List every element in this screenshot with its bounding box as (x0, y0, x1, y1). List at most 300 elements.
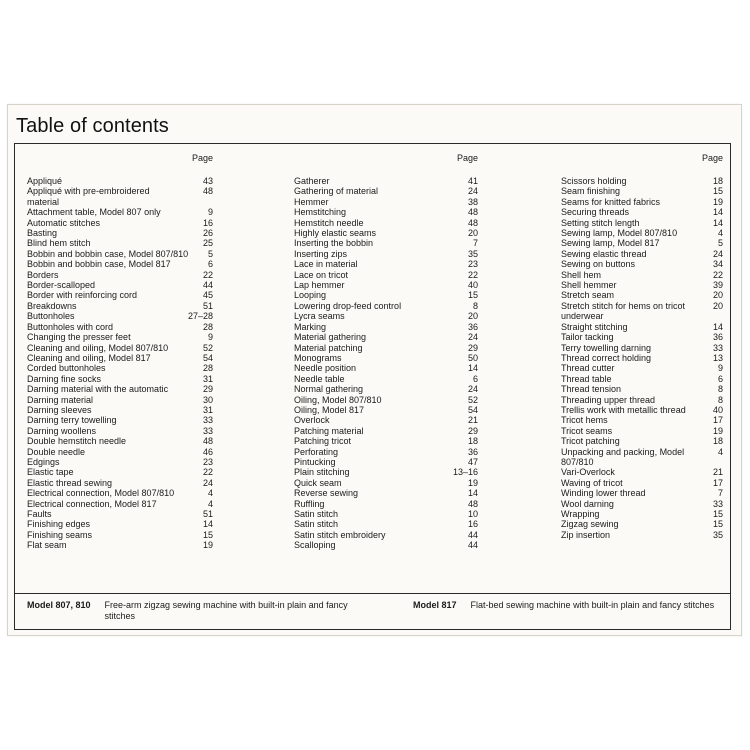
entry-page-number: 22 (712, 269, 723, 280)
contents-entry (27, 447, 213, 457)
entry-page-number: 22 (467, 269, 478, 280)
contents-entry (561, 499, 723, 509)
entry-page-number: 9 (717, 363, 723, 374)
contents-entry (27, 499, 213, 509)
contents-entry (27, 218, 213, 228)
entry-topic: Monograms (294, 352, 342, 363)
entry-page-number: 20 (467, 311, 478, 322)
contents-entry (294, 395, 478, 405)
contents-entry (561, 447, 723, 468)
contents-entry (27, 395, 213, 405)
entry-page-number: 24 (202, 477, 213, 488)
contents-entry (27, 207, 213, 217)
entry-topic: Elastic thread sewing (27, 477, 113, 488)
contents-entry (27, 363, 213, 373)
entry-page-number: 18 (712, 176, 723, 186)
contents-entry (561, 343, 723, 353)
contents-entry (561, 228, 723, 238)
entry-page-number: 9 (207, 332, 213, 343)
entry-page-number: 18 (467, 436, 478, 447)
page-column-header: Page (456, 153, 478, 163)
contents-entry (294, 415, 478, 425)
entry-page-number: 38 (467, 196, 478, 207)
entry-topic: Sewing on buttons (561, 259, 636, 270)
entry-page-number: 24 (467, 384, 478, 395)
entry-page-number: 48 (202, 436, 213, 447)
entry-topic: Vari-Overlock (561, 467, 615, 478)
entry-page-number: 44 (202, 280, 213, 291)
contents-entry (561, 270, 723, 280)
contents-entry (294, 499, 478, 509)
contents-entry (561, 238, 723, 248)
contents-entry (27, 519, 213, 529)
contents-entry (27, 332, 213, 342)
contents-entry (27, 343, 213, 353)
entry-topic: Thread cutter (561, 363, 615, 374)
contents-entry (27, 311, 213, 321)
entry-topic: Seams for knitted fabrics (561, 196, 661, 207)
contents-entry (294, 249, 478, 259)
contents-entry (561, 280, 723, 290)
entry-page-number: 4 (207, 498, 213, 509)
entry-topic: Tricot hems (561, 415, 608, 426)
entry-topic: Darning fine socks (27, 373, 102, 384)
entry-topic: Waving of tricot (561, 477, 623, 488)
entry-page-number: 6 (207, 259, 213, 270)
contents-entry (27, 270, 213, 280)
entry-page-number: 40 (712, 404, 723, 415)
entry-page-number: 52 (202, 342, 213, 353)
entry-page-number: 22 (202, 269, 213, 280)
entry-topic: Flat seam (27, 540, 67, 551)
entry-page-number: 14 (202, 519, 213, 530)
entry-page-number: 6 (472, 373, 478, 384)
entry-topic: Tailor tacking (561, 332, 614, 343)
entry-topic: Zigzag sewing (561, 519, 619, 530)
contents-entry (294, 207, 478, 217)
entry-topic: Ruffling (294, 498, 325, 509)
entry-page-number: 14 (467, 488, 478, 499)
entry-page-number: 33 (202, 415, 213, 426)
entry-page-number: 14 (712, 207, 723, 218)
entry-page-number: 39 (712, 280, 723, 291)
entry-page-number: 5 (717, 238, 723, 249)
entry-topic: Inserting zips (294, 248, 348, 259)
contents-entry (27, 540, 213, 550)
entry-topic: Buttonholes with cord (27, 321, 114, 332)
contents-entry (561, 259, 723, 269)
entry-page-number: 24 (712, 248, 723, 259)
contents-entry (27, 478, 213, 488)
entry-topic: Scissors holding (561, 176, 627, 186)
contents-column-3 (561, 152, 723, 540)
entry-topic: Unpacking and packing, Model 807/810 (561, 446, 685, 467)
entry-topic: Hemstitching (294, 207, 347, 218)
entry-topic: Satin stitch (294, 509, 339, 519)
contents-entry (27, 186, 213, 207)
entry-page-number: 54 (467, 404, 478, 415)
entry-page-number: 17 (712, 415, 723, 426)
entry-topic: Wool darning (561, 498, 614, 509)
entry-page-number: 33 (712, 342, 723, 353)
contents-entry (27, 405, 213, 415)
contents-entry (294, 519, 478, 529)
contents-entry (561, 374, 723, 384)
entry-topic: Pintucking (294, 456, 336, 467)
entry-page-number: 19 (712, 425, 723, 436)
entry-topic: Lap hemmer (294, 280, 345, 291)
entry-page-number: 36 (712, 332, 723, 343)
entry-page-number: 19 (467, 477, 478, 488)
contents-entry (294, 540, 478, 550)
entry-topic: Faults (27, 509, 52, 519)
contents-entry (294, 447, 478, 457)
entry-topic: Hemmer (294, 196, 329, 207)
contents-entry (27, 259, 213, 269)
contents-entry (294, 197, 478, 207)
entry-topic: Oiling, Model 817 (294, 404, 365, 415)
contents-entry (27, 530, 213, 540)
entry-page-number: 8 (717, 384, 723, 395)
entry-topic: Satin stitch embroidery (294, 529, 386, 540)
entry-topic: Needle position (294, 363, 357, 374)
entry-topic: Straight stitching (561, 321, 628, 332)
entry-page-number: 13–16 (452, 467, 478, 478)
entry-topic: Darning material with the automatic (27, 384, 169, 395)
page-column-header: Page (701, 153, 723, 163)
entry-page-number: 31 (202, 404, 213, 415)
entry-topic: Shell hem (561, 269, 602, 280)
entry-page-number: 54 (202, 352, 213, 363)
entry-topic: Plain stitching (294, 467, 350, 478)
contents-entry (294, 218, 478, 228)
entry-page-number: 8 (472, 300, 478, 311)
contents-entry (27, 176, 213, 186)
entry-topic: Appliqué with pre-embroidered material (27, 186, 150, 207)
contents-entry (561, 395, 723, 405)
entry-page-number: 15 (467, 290, 478, 301)
entry-topic: Zip insertion (561, 529, 611, 540)
entry-page-number: 48 (202, 186, 213, 197)
contents-entry (27, 353, 213, 363)
entry-page-number: 24 (467, 186, 478, 197)
entry-page-number: 4 (207, 488, 213, 499)
entry-topic: Gathering of material (294, 186, 379, 197)
entry-topic: Darning terry towelling (27, 415, 117, 426)
contents-entry (561, 405, 723, 415)
entry-topic: Edgings (27, 456, 60, 467)
entry-topic: Darning woollens (27, 425, 97, 436)
contents-entry (561, 207, 723, 217)
contents-entry (561, 197, 723, 207)
entry-topic: Trellis work with metallic thread (561, 404, 686, 415)
entry-topic: Seam finishing (561, 186, 621, 197)
entry-page-number: 8 (717, 394, 723, 405)
contents-entry (294, 270, 478, 280)
entry-topic: Sewing lamp, Model 817 (561, 238, 660, 249)
entry-topic: Bobbin and bobbin case, Model 807/810 (27, 248, 189, 259)
model-name: Model 817 (413, 600, 457, 610)
entry-page-number: 52 (467, 394, 478, 405)
entry-topic: Shell hemmer (561, 280, 617, 291)
entry-page-number: 15 (712, 519, 723, 530)
entry-topic: Sewing elastic thread (561, 248, 647, 259)
contents-entry (294, 530, 478, 540)
model-description: Flat-bed sewing machine with built-in plain and fancy stitches (470, 600, 715, 610)
contents-entry (561, 322, 723, 332)
model-name: Model 807, 810 (27, 600, 91, 610)
entry-page-number: 29 (202, 384, 213, 395)
contents-entry (294, 238, 478, 248)
contents-entry (561, 176, 723, 186)
entry-page-number: 16 (467, 519, 478, 530)
contents-entry (294, 374, 478, 384)
contents-entry (27, 228, 213, 238)
entry-page-number: 50 (467, 352, 478, 363)
entry-page-number: 4 (717, 228, 723, 239)
entry-topic: Elastic tape (27, 467, 74, 478)
entry-page-number: 35 (467, 248, 478, 259)
contents-entry (27, 322, 213, 332)
entry-topic: Automatic stitches (27, 217, 101, 228)
contents-entry (561, 467, 723, 477)
entry-page-number: 43 (202, 176, 213, 186)
entry-topic: Scalloping (294, 540, 336, 551)
entry-topic: Setting stitch length (561, 217, 640, 228)
entry-page-number: 48 (467, 217, 478, 228)
entry-page-number: 44 (467, 540, 478, 551)
contents-entry (294, 478, 478, 488)
contents-entry (561, 530, 723, 540)
entry-page-number: 20 (712, 300, 723, 311)
entry-page-number: 51 (202, 300, 213, 311)
entry-page-number: 9 (207, 207, 213, 218)
entry-topic: Stretch seam (561, 290, 615, 301)
contents-entry (561, 384, 723, 394)
contents-entry (294, 176, 478, 186)
entry-topic: Breakdowns (27, 300, 77, 311)
contents-entry (294, 384, 478, 394)
contents-entry (561, 426, 723, 436)
entry-page-number: 44 (467, 529, 478, 540)
entry-page-number: 20 (712, 290, 723, 301)
entry-topic: Blind hem stitch (27, 238, 91, 249)
entry-page-number: 15 (202, 529, 213, 540)
entry-topic: Wrapping (561, 509, 600, 519)
contents-entry (561, 353, 723, 363)
entry-topic: Basting (27, 228, 58, 239)
entry-page-number: 26 (202, 228, 213, 239)
contents-entry (294, 311, 478, 321)
entry-page-number: 4 (717, 446, 723, 457)
entry-topic: Inserting the bobbin (294, 238, 374, 249)
entry-topic: Darning material (27, 394, 94, 405)
entry-page-number: 14 (467, 363, 478, 374)
entry-page-number: 48 (467, 498, 478, 509)
entry-page-number: 45 (202, 290, 213, 301)
entry-topic: Hemstitch needle (294, 217, 364, 228)
model-description: Free-arm zigzag sewing machine with built-in plain and fancy stitches (104, 600, 348, 621)
entry-page-number: 14 (712, 321, 723, 332)
contents-entry (561, 218, 723, 228)
entry-page-number: 29 (467, 342, 478, 353)
contents-entry (561, 436, 723, 446)
contents-entry (561, 290, 723, 300)
entry-page-number: 46 (202, 446, 213, 457)
contents-entry (27, 280, 213, 290)
contents-entry (294, 457, 478, 467)
entry-topic: Terry towelling darning (561, 342, 652, 353)
contents-entry (561, 363, 723, 373)
entry-page-number: 41 (467, 176, 478, 186)
entry-page-number: 36 (467, 446, 478, 457)
contents-box (14, 143, 731, 630)
entry-topic: Thread correct holding (561, 352, 652, 363)
entry-topic: Securing threads (561, 207, 630, 218)
page-title: Table of contents (16, 115, 169, 137)
entry-topic: Oiling, Model 807/810 (294, 394, 382, 405)
contents-entry (294, 343, 478, 353)
entry-page-number: 17 (712, 477, 723, 488)
entry-topic: Threading upper thread (561, 394, 656, 405)
contents-entry (27, 249, 213, 259)
contents-entry (561, 249, 723, 259)
entry-page-number: 7 (717, 488, 723, 499)
entry-topic: Lowering drop-feed control (294, 300, 402, 311)
entry-topic: Material gathering (294, 332, 367, 343)
contents-entry (294, 228, 478, 238)
contents-entry (294, 353, 478, 363)
entry-topic: Tricot patching (561, 436, 620, 447)
contents-entry (561, 488, 723, 498)
contents-column-2 (294, 152, 478, 551)
entry-topic: Border-scalloped (27, 280, 96, 291)
contents-entry (561, 301, 723, 322)
entry-topic: Electrical connection, Model 807/810 (27, 488, 175, 499)
contents-entry (294, 301, 478, 311)
contents-entry (561, 415, 723, 425)
entry-page-number: 28 (202, 321, 213, 332)
entry-page-number: 23 (467, 259, 478, 270)
contents-entry (27, 467, 213, 477)
entry-topic: Marking (294, 321, 327, 332)
contents-entry (27, 415, 213, 425)
entry-page-number: 40 (467, 280, 478, 291)
contents-entry (294, 436, 478, 446)
contents-entry (27, 457, 213, 467)
entry-page-number: 15 (712, 509, 723, 519)
entry-page-number: 24 (467, 332, 478, 343)
contents-entry (294, 426, 478, 436)
entry-page-number: 51 (202, 509, 213, 519)
entry-page-number: 47 (467, 456, 478, 467)
document-page (7, 104, 742, 636)
entry-page-number: 31 (202, 373, 213, 384)
page-column-header: Page (191, 153, 213, 163)
entry-topic: Stretch stitch for hems on tricot underwear (561, 300, 686, 322)
contents-entry (294, 322, 478, 332)
contents-entry (294, 186, 478, 196)
entry-topic: Tricot seams (561, 425, 613, 436)
entry-page-number: 30 (202, 394, 213, 405)
entry-topic: Looping (294, 290, 327, 301)
entry-topic: Border with reinforcing cord (27, 290, 138, 301)
contents-entry (294, 332, 478, 342)
entry-topic: Material patching (294, 342, 363, 353)
model-807-810-info (27, 600, 350, 622)
entry-topic: Thread table (561, 373, 612, 384)
contents-entry (27, 384, 213, 394)
entry-page-number: 14 (712, 217, 723, 228)
entry-topic: Bobbin and bobbin case, Model 817 (27, 259, 171, 270)
entry-page-number: 15 (712, 186, 723, 197)
entry-topic: Borders (27, 269, 59, 280)
entry-page-number: 34 (712, 259, 723, 270)
entry-page-number: 7 (472, 238, 478, 249)
contents-entry (294, 280, 478, 290)
entry-page-number: 25 (202, 238, 213, 249)
contents-column-1 (27, 152, 213, 551)
entry-topic: Overlock (294, 415, 330, 426)
entry-topic: Sewing lamp, Model 807/810 (561, 228, 678, 239)
contents-entry (294, 290, 478, 300)
entry-topic: Normal gathering (294, 384, 364, 395)
model-footer (15, 593, 730, 629)
entry-page-number: 48 (467, 207, 478, 218)
entry-topic: Reverse sewing (294, 488, 359, 499)
entry-topic: Corded buttonholes (27, 363, 106, 374)
entry-topic: Darning sleeves (27, 404, 92, 415)
entry-page-number: 33 (712, 498, 723, 509)
contents-entry (27, 301, 213, 311)
contents-entry (294, 363, 478, 373)
entry-topic: Cleaning and oiling, Model 817 (27, 352, 151, 363)
contents-entry (27, 238, 213, 248)
entry-page-number: 27–28 (187, 311, 213, 322)
contents-entry (294, 259, 478, 269)
entry-page-number: 23 (202, 456, 213, 467)
entry-topic: Patching tricot (294, 436, 352, 447)
entry-page-number: 18 (712, 436, 723, 447)
entry-page-number: 10 (467, 509, 478, 519)
contents-entry (294, 509, 478, 519)
entry-page-number: 5 (207, 248, 213, 259)
entry-topic: Gatherer (294, 176, 330, 186)
entry-topic: Double needle (27, 446, 86, 457)
entry-topic: Winding lower thread (561, 488, 646, 499)
entry-topic: Quick seam (294, 477, 342, 488)
entry-page-number: 22 (202, 467, 213, 478)
entry-topic: Lace on tricot (294, 269, 349, 280)
entry-page-number: 13 (712, 352, 723, 363)
entry-topic: Double hemstitch needle (27, 436, 127, 447)
contents-entry (561, 478, 723, 488)
entry-topic: Highly elastic seams (294, 228, 377, 239)
model-817-info (413, 600, 716, 611)
contents-entry (294, 467, 478, 477)
entry-topic: Needle table (294, 373, 345, 384)
contents-entry (27, 426, 213, 436)
entry-page-number: 35 (712, 529, 723, 540)
entry-topic: Cleaning and oiling, Model 807/810 (27, 342, 169, 353)
entry-topic: Electrical connection, Model 817 (27, 498, 157, 509)
entry-topic: Thread tension (561, 384, 622, 395)
entry-topic: Attachment table, Model 807 only (27, 207, 161, 218)
contents-entry (27, 374, 213, 384)
entry-page-number: 21 (712, 467, 723, 478)
entry-page-number: 28 (202, 363, 213, 374)
entry-topic: Buttonholes (27, 311, 75, 322)
